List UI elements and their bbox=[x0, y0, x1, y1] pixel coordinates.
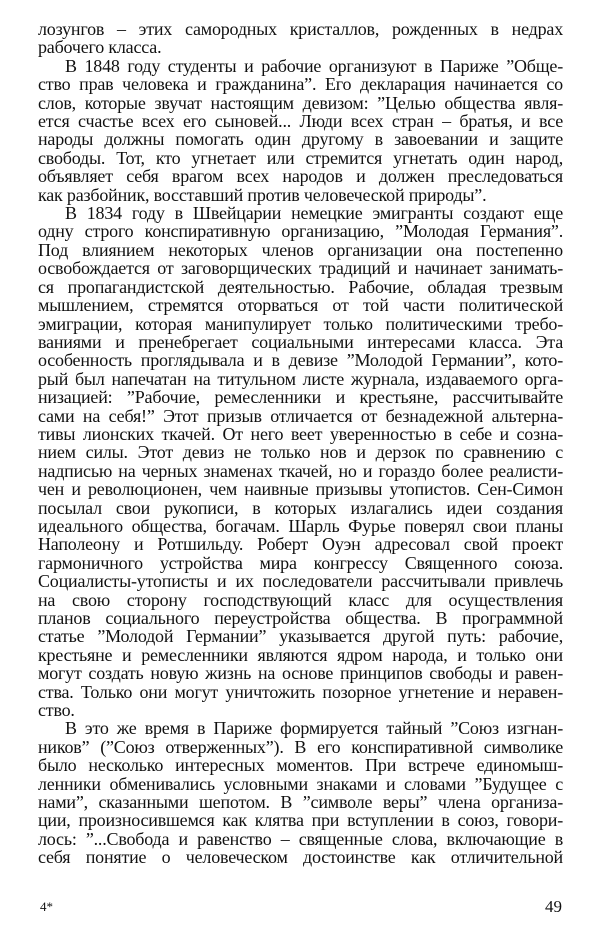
text-line: статье ”Молодой Германии” указывается другой путь: рабочие, bbox=[38, 626, 563, 647]
text-line: ство прав человека и гражданина”. Его декларация начинается со bbox=[38, 74, 563, 95]
book-page-text bbox=[38, 20, 563, 867]
text-line: особенность проглядывала и в девизе ”Молодой Германии”, кото- bbox=[38, 350, 563, 371]
text-line: свободы. Тот, кто угнетает или стремится угнетать один народ, bbox=[38, 147, 563, 168]
text-line: одну строго конспиративную организацию, ”Молодая Германия”. bbox=[38, 221, 563, 242]
text-line: ся пропагандистской деятельностью. Рабочие, обладая трезвым bbox=[38, 276, 563, 297]
text-line: крестьяне и ремесленники являются ядром народа, и только они bbox=[38, 644, 563, 665]
text-line: лозунгов – этих самородных кристаллов, рожденных в недрах bbox=[38, 19, 563, 39]
text-line: было несколько интересных моментов. При встрече единомыш- bbox=[38, 755, 563, 776]
text-line: могут создать новую жизнь на основе принципов свободы и равен- bbox=[38, 663, 563, 684]
text-line: гармоничного устройства мира конгрессу Священного союза. bbox=[38, 552, 563, 573]
text-line: ваниями и пренебрегает социальными интересами класса. Эта bbox=[38, 331, 563, 352]
text-line: посылал свои рукописи, в которых излагались идеи создания bbox=[38, 497, 563, 518]
text-line: ции, произносившемся как клятва при вступлении в союз, говори- bbox=[38, 810, 563, 831]
text-line: Наполеону и Ротшильду. Роберт Оуэн адресовал свой проект bbox=[38, 534, 563, 555]
text-line: сами на себя!” Этот призыв отличается от безнадежной альтерна- bbox=[38, 405, 563, 426]
text-line: ства. Только они могут уничтожить позорное угнетение и неравен- bbox=[38, 681, 563, 702]
text-line: мышлением, стремятся оторваться от той части политической bbox=[38, 295, 563, 316]
text-line: планов социального переустройства общества. В программной bbox=[38, 608, 563, 628]
text-line: Под влиянием некоторых членов организации она постепенно bbox=[38, 239, 563, 260]
paragraph bbox=[38, 57, 563, 204]
text-line: В 1834 году в Швейцарии немецкие эмигранты создают еще bbox=[65, 203, 563, 224]
text-line: нием силы. Этот девиз не только нов и дерзок по сравнению с bbox=[38, 442, 563, 463]
text-line: на свою сторону господствующий класс для осуществления bbox=[38, 589, 563, 610]
text-line: низацией: ”Рабочие, ремесленники и крестьяне, рассчитывайте bbox=[38, 387, 563, 408]
text-line: ников” (”Союз отверженных”). В его конспиративной символике bbox=[38, 736, 563, 757]
text-line: народы должны помогать один другому в завоевании и защите bbox=[38, 129, 563, 150]
paragraph bbox=[38, 719, 563, 866]
text-line: себя понятие о человеческом достоинстве как отличительной bbox=[38, 847, 563, 868]
text-line: чен и революционен, чем наивные призывы утопистов. Сен-Симон bbox=[38, 479, 563, 500]
text-line: слов, которые звучат настоящим девизом: ”Целью общества явля- bbox=[38, 92, 563, 113]
text-line: тивы лионских ткачей. От него веет уверенностью в себе и созна- bbox=[38, 423, 563, 444]
text-line: ленники обменивались условными знаками и словами ”Будущее с bbox=[38, 773, 563, 794]
text-line: объявляет себя врагом всех народов и должен преследоваться bbox=[38, 166, 563, 187]
text-line: рабочего класса. bbox=[38, 37, 162, 58]
text-line: надписью на черных знаменах ткачей, но и гораздо более реалисти- bbox=[38, 460, 563, 481]
text-line: ется счастье всех его сыновей... Люди всех стран – братья, и все bbox=[38, 111, 563, 132]
text-line: В 1848 году студенты и рабочие организуют в Париже ”Обще- bbox=[65, 55, 563, 76]
printer-signature-mark: 4* bbox=[40, 899, 53, 914]
text-line: освобождается от заговорщических традиций и начинает занимать- bbox=[38, 258, 563, 279]
paragraph bbox=[38, 204, 563, 719]
page-number: 49 bbox=[545, 897, 562, 916]
text-line: как разбойник, восставший против человеческой природы”. bbox=[38, 184, 487, 205]
text-line: эмиграции, которая манипулирует только политическими требо- bbox=[38, 313, 563, 334]
text-line: идеального общества, богачам. Шарль Фурье поверял свои планы bbox=[38, 515, 563, 536]
text-line: ство. bbox=[38, 700, 75, 721]
text-line: лось: ”...Свобода и равенство – священные слова, включающие в bbox=[38, 828, 563, 849]
paragraph bbox=[38, 20, 563, 57]
text-line: Социалисты-утописты и их последователи рассчитывали привлечь bbox=[38, 571, 563, 592]
text-line: В это же время в Париже формируется тайный ”Союз изгнан- bbox=[65, 718, 563, 739]
text-line: рый был напечатан на титульном листе журнала, издаваемого орга- bbox=[38, 368, 563, 389]
text-line: нами”, сказанными шепотом. В ”символе веры” члена организа- bbox=[38, 792, 563, 813]
